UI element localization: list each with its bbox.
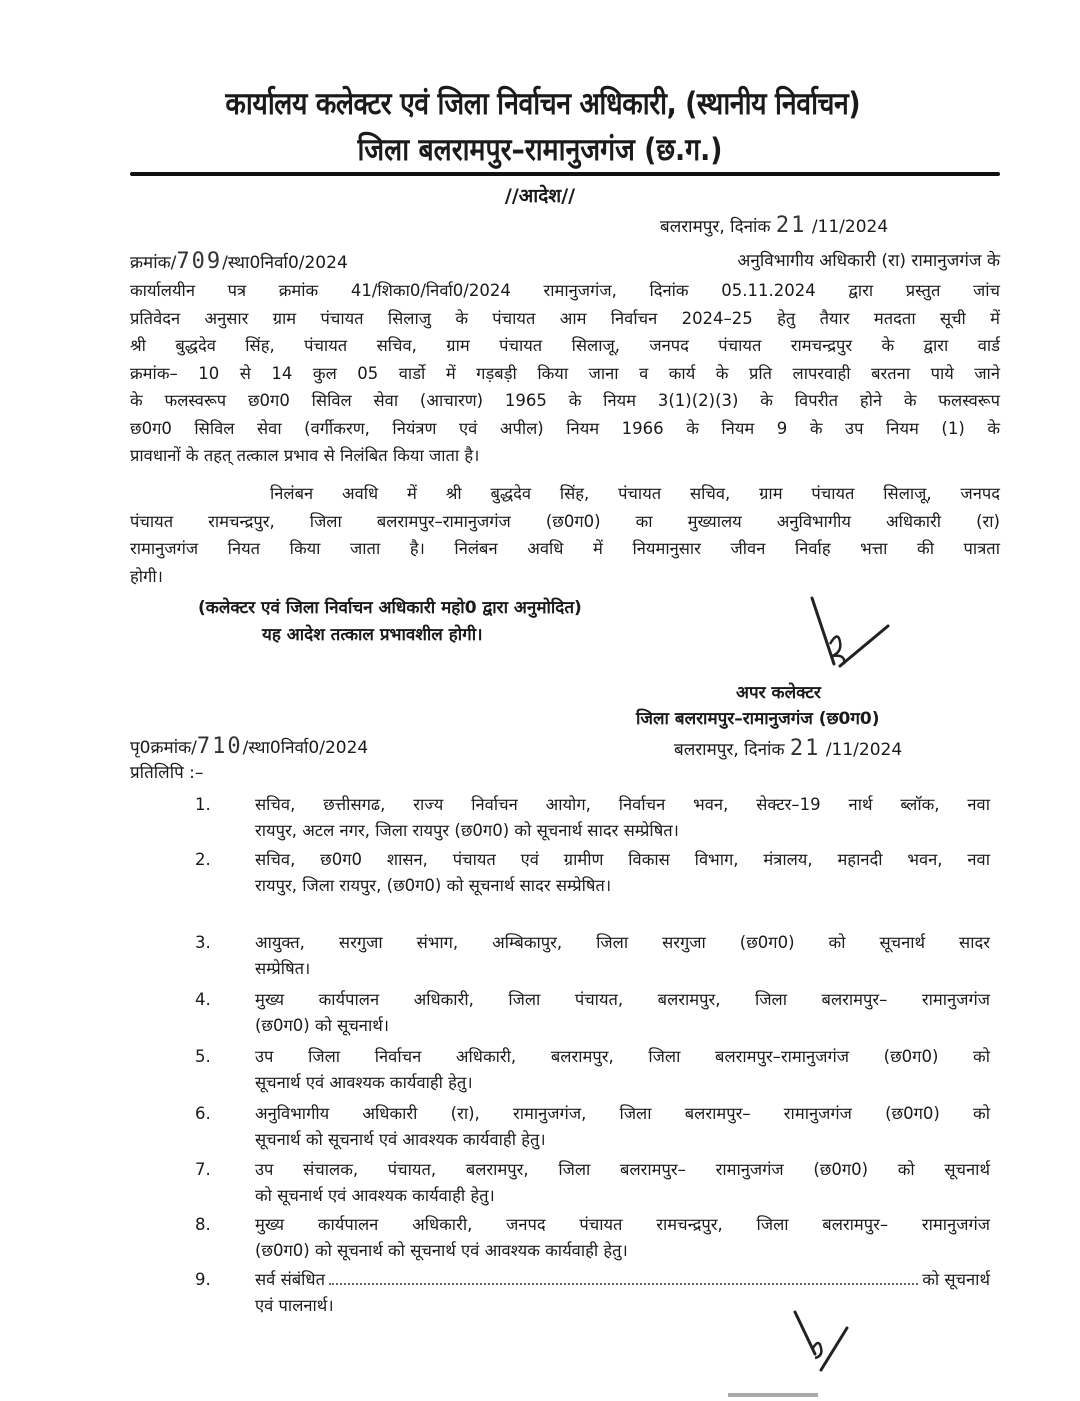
- order-number-value: 709: [176, 249, 223, 274]
- signature-mark-bottom: [785, 1308, 875, 1401]
- list-item-line: मुख्य कार्यपालन अधिकारी, जिला पंचायत, बलरामपुर, जिला बलरामपुर– रामानुजगंज: [255, 990, 990, 1009]
- order-place-date-label: बलरामपुर, दिनांक: [660, 217, 771, 237]
- signatory-place-date-label: बलरामपुर, दिनांक: [674, 740, 785, 760]
- order-number-suffix: /स्था0निर्वा0/2024: [222, 253, 348, 273]
- list-item-number: 2.: [195, 850, 211, 869]
- body-line: प्रतिवेदन अनुसार ग्राम पंचायत सिलाजु के पंचायत आम निर्वाचन 2024–25 हेतु तैयार मतदता सूची में: [130, 308, 1000, 328]
- order-first-line-right: अनुविभागीय अधिकारी (रा) रामानुजगंज के: [737, 251, 1000, 271]
- list-item-line-fill: [255, 1267, 990, 1293]
- list-item-number: 1.: [195, 795, 211, 814]
- fill-in-blank: [329, 1269, 918, 1285]
- body-line: क्रमांक– 10 से 14 कुल 05 वार्डो में गड़बड़ी किया जाना व कार्य के प्रति लापरवाही बरतना पाये जाने: [130, 363, 1000, 383]
- list-item-number: 6.: [195, 1104, 211, 1123]
- signatory-district: जिला बलरामपुर–रामानुजगंज (छ0ग0): [636, 709, 880, 729]
- body-line: प्रावधानों के तहत् तत्काल प्रभाव से निलंबित किया जाता है।: [130, 446, 480, 465]
- list-item-number: 8.: [195, 1215, 211, 1234]
- copy-label: प्रतिलिपि :–: [130, 763, 204, 783]
- list-item-line: अनुविभागीय अधिकारी (रा), रामानुजगंज, जिला बलरामपुर– रामानुजगंज (छ0ग0) को: [255, 1104, 990, 1123]
- list-item-line: रायपुर, जिला रायपुर, (छ0ग0) को सूचनार्थ सादर सम्प्रेषित।: [255, 876, 612, 895]
- list-item-line: सूचनार्थ को सूचनार्थ एवं आवश्यक कार्यवाही हेतु।: [255, 1130, 546, 1149]
- list-item-line: को सूचनार्थ एवं आवश्यक कार्यवाही हेतु।: [255, 1186, 495, 1205]
- list-item-line: सूचनार्थ एवं आवश्यक कार्यवाही हेतु।: [255, 1073, 473, 1092]
- truncated-text-remnant: [728, 1393, 818, 1397]
- order-title: //आदेश//: [504, 185, 576, 207]
- order-date-rest: /11/2024: [811, 217, 889, 237]
- list-item-line: सम्प्रेषित।: [255, 959, 311, 978]
- copy-list: [130, 0, 1000, 1401]
- para2-line: होगी।: [130, 566, 163, 586]
- body-line: छ0ग0 सिविल सेवा (वर्गीकरण, नियंत्रण एवं अपील) नियम 1966 के नियम 9 के उप नियम (1) के: [130, 418, 1000, 438]
- order-number-prefix: क्रमांक/: [130, 253, 177, 273]
- body-line: कार्यालयीन पत्र क्रमांक 41/शिका0/निर्वा0/2024 रामानुजगंज, दिनांक 05.11.2024 द्वारा प्रस्तुत जांच: [130, 281, 1000, 300]
- list-item-number: 3.: [195, 933, 211, 952]
- office-title: कार्यालय कलेक्टर एवं जिला निर्वाचन अधिकारी, (स्थानीय निर्वाचन): [225, 86, 861, 122]
- order-date-day: 21: [775, 213, 807, 238]
- para2-line: रामानुजगंज नियत किया जाता है। निलंबन अवधि में नियमानुसार जीवन निर्वाह भत्ता की पात्रता: [130, 539, 1000, 558]
- list-item-number: 4.: [195, 990, 211, 1009]
- list-item-number: 9.: [195, 1270, 211, 1289]
- list-item-line: (छ0ग0) को सूचनार्थ।: [255, 1016, 390, 1035]
- list-item-line: उप जिला निर्वाचन अधिकारी, बलरामपुर, जिला बलरामपुर–रामानुजगंज (छ0ग0) को: [255, 1047, 990, 1066]
- para2-line: पंचायत रामचन्द्रपुर, जिला बलरामपुर–रामानुजगंज (छ0ग0) का मुख्यालय अनुविभागीय अधिकारी (रा): [130, 511, 1000, 531]
- para2-line: निलंबन अवधि में श्री बुद्धदेव सिंह, पंचायत सचिव, ग्राम पंचायत सिलाजू, जनपद: [270, 484, 1000, 503]
- endorsement-number-suffix: /स्था0निर्वा0/2024: [242, 738, 369, 758]
- office-district: जिला बलरामपुर–रामानुजगंज (छ.ग.): [357, 132, 723, 168]
- list-item-line: (छ0ग0) को सूचनार्थ को सूचनार्थ एवं आवश्यक कार्यवाही हेतु।: [255, 1241, 628, 1260]
- approval-line: (कलेक्टर एवं जिला निर्वाचन अधिकारी महो0 द्वारा अनुमोदित): [198, 598, 582, 618]
- list-item-line: सचिव, छत्तीसगढ, राज्य निर्वाचन आयोग, निर्वाचन भवन, सेक्टर–19 नार्थ ब्लॉक, नवा: [255, 795, 990, 814]
- list-item-line: उप संचालक, पंचायत, बलरामपुर, जिला बलरामपुर– रामानुजगंज (छ0ग0) को सूचनार्थ: [255, 1160, 990, 1179]
- body-line: श्री बुद्धदेव सिंह, पंचायत सचिव, ग्राम पंचायत सिलाजू, जनपद पंचायत रामचन्द्रपुर के द्वारा वार्ड: [130, 336, 1000, 355]
- body-line: के फलस्वरूप छ0ग0 सिविल सेवा (आचारण) 1965 के नियम 3(1)(2)(3) के विपरीत होने के फलस्वरूप: [130, 391, 1000, 410]
- list-item-number: 5.: [195, 1047, 211, 1066]
- list-item-line: एवं पालनार्थ।: [255, 1296, 334, 1315]
- list-item-number: 7.: [195, 1160, 211, 1179]
- list-item-line: सचिव, छ0ग0 शासन, पंचायत एवं ग्रामीण विकास विभाग, मंत्रालय, महानदी भवन, नवा: [255, 850, 990, 869]
- signatory-designation: अपर कलेक्टर: [736, 683, 821, 703]
- list-item-line-end: को सूचनार्थ: [922, 1270, 990, 1289]
- list-item-line-start: सर्व संबंधित: [255, 1270, 325, 1289]
- signatory-date-day: 21: [789, 736, 821, 761]
- endorsement-number-value: 710: [196, 734, 243, 759]
- effective-line: यह आदेश तत्काल प्रभावशील होगी।: [262, 625, 483, 645]
- list-item-line: आयुक्त, सरगुजा संभाग, अम्बिकापुर, जिला सरगुजा (छ0ग0) को सूचनार्थ सादर: [255, 933, 990, 952]
- list-item-line: रायपुर, अटल नगर, जिला रायपुर (छ0ग0) को सूचनार्थ सादर सम्प्रेषित।: [255, 821, 679, 840]
- signatory-date-rest: /11/2024: [825, 740, 903, 760]
- endorsement-number-prefix: पृ0क्रमांक/: [130, 738, 197, 758]
- list-item-line: मुख्य कार्यपालन अधिकारी, जनपद पंचायत रामचन्द्रपुर, जिला बलरामपुर– रामानुजगंज: [255, 1215, 990, 1234]
